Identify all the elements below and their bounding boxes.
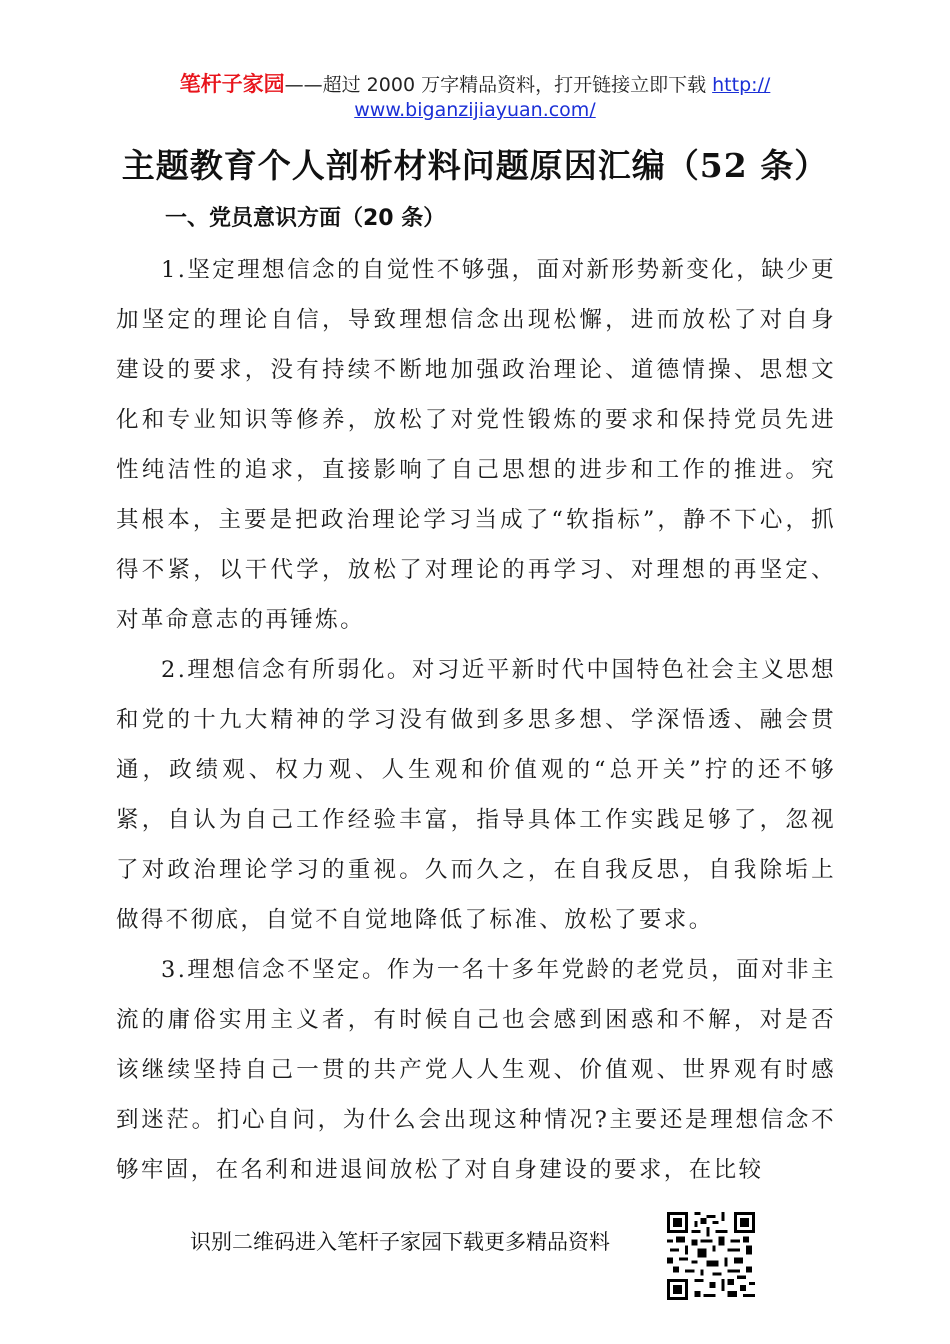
download-link-part1[interactable]: http:// xyxy=(712,74,771,96)
section-heading: 一、党员意识方面（20 条） xyxy=(165,206,446,231)
brand-name: 笔杆子家园 xyxy=(179,72,285,96)
promo-header xyxy=(0,72,950,123)
qr-code-icon[interactable] xyxy=(667,1212,755,1300)
footer-text: 识别二维码进入笔杆子家园下载更多精品资料 xyxy=(190,1230,610,1254)
document-body xyxy=(116,245,836,1195)
paragraph-2: 2.理想信念有所弱化。对习近平新时代中国特色社会主义思想和党的十九大精神的学习没有做到多思多想、学深悟透、融会贯通，政绩观、权力观、人生观和价值观的“总开关”拧的还不够紧，自认为自己工作经验丰富，指导具体工作实践足够了，忽视了对政治理论学习的重视。久而久之，在自我反思，自我除垢上做得不彻底，自觉不自觉地降低了标准、放松了要求。 xyxy=(116,657,836,933)
paragraph-3: 3.理想信念不坚定。作为一名十多年党龄的老党员，面对非主流的庸俗实用主义者，有时候自己也会感到困惑和不解，对是否该继续坚持自己一贯的共产党人人生观、价值观、世界观有时感到迷茫。扪心自问，为什么会出现这种情况?主要还是理想信念不够牢固，在名利和进退间放松了对自身建设的要求，在比较 xyxy=(116,957,836,1183)
promo-tagline: ——超过 2000 万字精品资料，打开链接立即下载 xyxy=(284,74,713,96)
paragraph-1: 1.坚定理想信念的自觉性不够强，面对新形势新变化，缺少更加坚定的理论自信，导致理想信念出现松懈，进而放松了对自身建设的要求，没有持续不断地加强政治理论、道德情操、思想文化和专业知识等修养，放松了对党性锻炼的要求和保持党员先进性纯洁性的追求，直接影响了自己思想的进步和工作的推进。究其根本，主要是把政治理论学习当成了“软指标”，静不下心，抓得不紧，以干代学，放松了对理论的再学习、对理想的再坚定、对革命意志的再锤炼。 xyxy=(116,257,836,633)
download-link-part2[interactable]: www.biganzijiayuan.com/ xyxy=(354,99,596,121)
document-title: 主题教育个人剖析材料问题原因汇编（52 条） xyxy=(121,146,829,185)
promo-footer xyxy=(0,1208,950,1298)
